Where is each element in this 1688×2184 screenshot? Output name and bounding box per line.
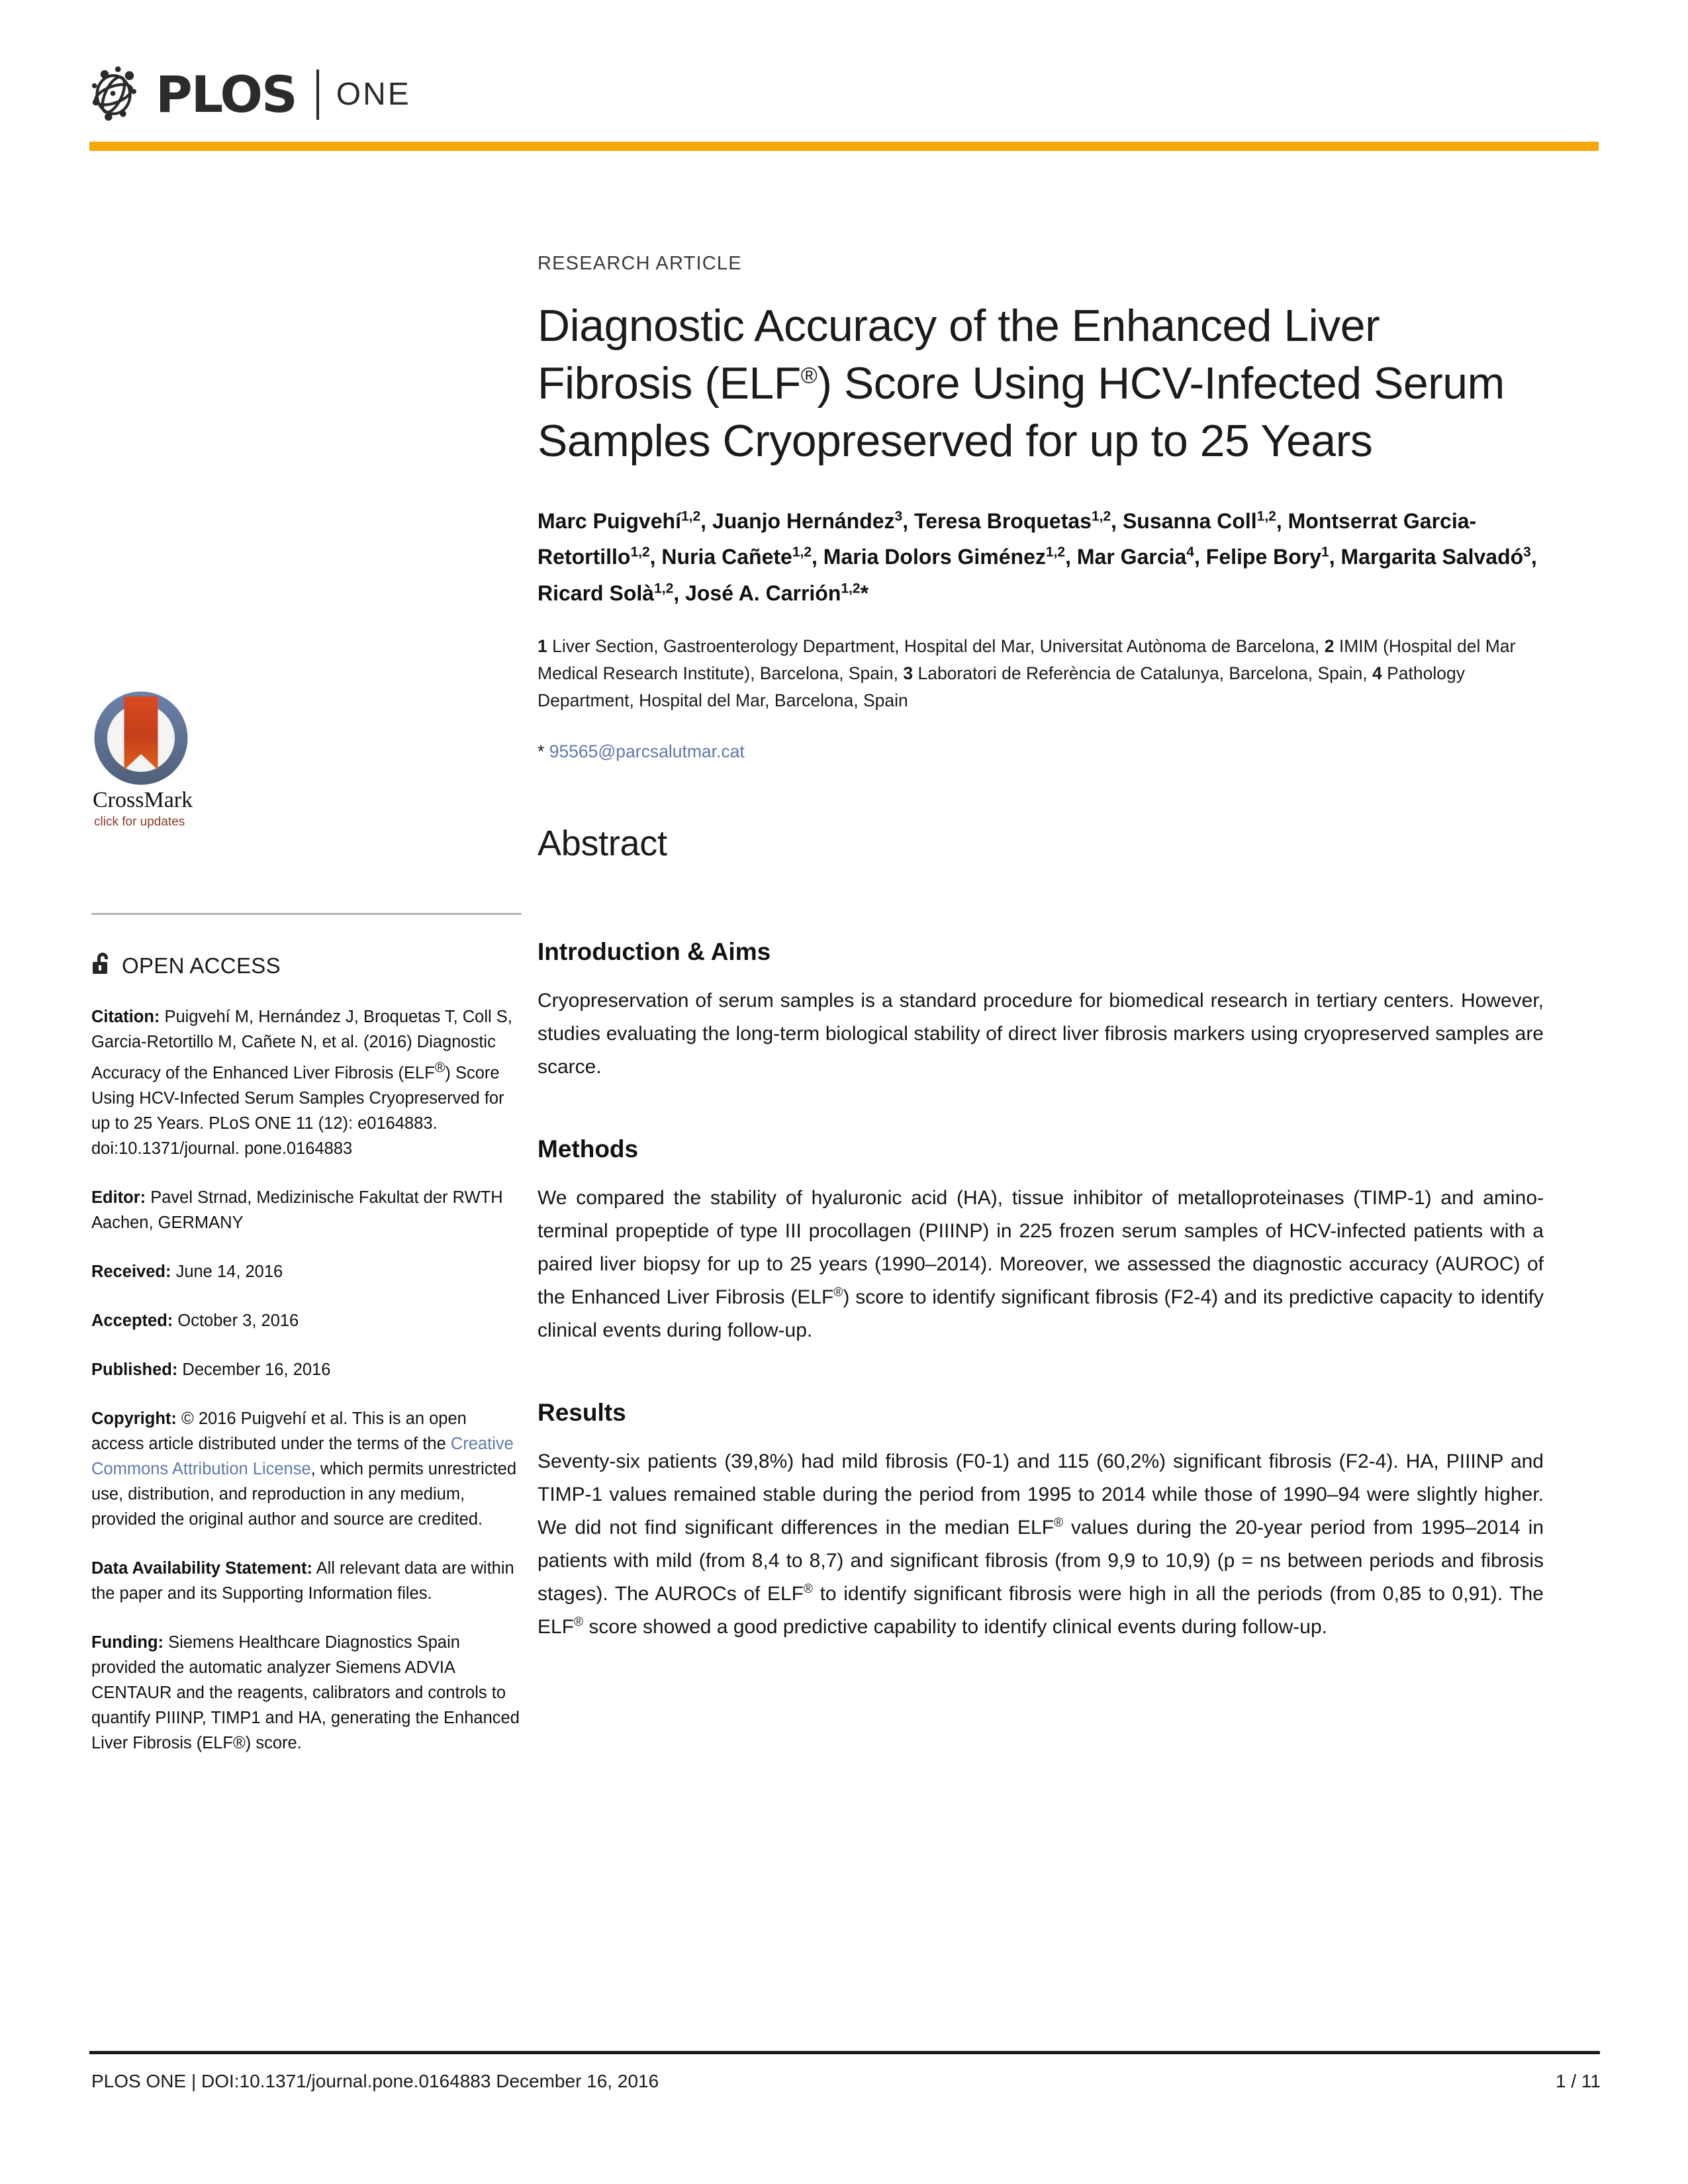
affiliations-rendered: 1 Liver Section, Gastroenterology Department, Hospital del Mar, Universitat Autònoma de Barcelona, 2 IMIM (Hospital del Mar Medical Research Institute), Barcelona, Spain, 3 Laboratori de Referència de Catalunya, Barcelona, Spain, 4 Pathology Department, Hospital del Mar, Barcelona, Spain	[538, 636, 1516, 710]
crossmark-badge[interactable]	[91, 688, 217, 828]
plos-atom-icon	[89, 63, 153, 126]
abstract-heading: Abstract	[538, 823, 667, 863]
crossmark-label: CrossMark	[93, 788, 193, 812]
accepted-date: October 3, 2016	[173, 1311, 299, 1330]
footer-page-number: 1 / 11	[1556, 2071, 1601, 2091]
footer-divider	[89, 2051, 1600, 2054]
affiliation-list	[538, 633, 1544, 714]
methods-rendered: We compared the stability of hyaluronic acid (HA), tissue inhibitor of metalloproteinases (TIMP-1) and amino-terminal propeptide of type III procollagen (PIIINP) in 225 frozen serum samples of HCV-infected patients with a paired liver biopsy for up to 25 years (1990–2014). Moreover, we assessed the diagnostic accuracy (AUROC) of the Enhanced Liver Fibrosis (ELF®) score to identify significant fibrosis (F2-4) and its predictive capacity to identify clinical events during follow-up.	[538, 1186, 1544, 1341]
data-availability-block	[91, 1556, 522, 1606]
accepted-label: Accepted:	[91, 1311, 173, 1330]
citation-block	[91, 1004, 522, 1161]
open-access-label: OPEN ACCESS	[122, 953, 281, 978]
results-rendered: Seventy-six patients (39,8%) had mild fibrosis (F0-1) and 115 (60,2%) significant fibrosis (F2-4). HA, PIIINP and TIMP-1 values remained stable during the period from 1995 to 2014 while those of 1990–94 were slightly higher. We did not find significant differences in the median ELF® values during the 20-year period from 1995–2014 in patients with mild (from 8,4 to 8,7) and significant fibrosis (from 9,9 to 10,9) (p = ns between periods and fibrosis stages). The AUROCs of ELF® to identify significant fibrosis were high in all the periods (from 0,85 to 0,91). The ELF® score showed a good predictive capability to identify clinical events during follow-up.	[538, 1450, 1544, 1638]
journal-name: ONE	[336, 77, 411, 112]
published-block	[91, 1357, 522, 1382]
accepted-block	[91, 1308, 522, 1333]
editor-text: Pavel Strnad, Medizinische Fakultat der RWTH Aachen, GERMANY	[91, 1188, 503, 1232]
creative-commons-link[interactable]: Creative Commons Attribution License	[91, 1434, 514, 1478]
received-label: Received:	[91, 1262, 171, 1281]
funding-label: Funding:	[91, 1633, 164, 1652]
intro-rendered: Cryopreservation of serum samples is a standard procedure for biomedical research in tertiary centers. However, studies evaluating the long-term biological stability of direct liver fibrosis markers using cryopreserved samples are scarce.	[538, 989, 1544, 1078]
plos-wordmark: PLOS	[156, 65, 297, 124]
open-access-badge	[91, 951, 522, 980]
title-part-2: ) Score Using HCV-Infected Serum Samples Cryopreserved for up to 25 Years	[538, 358, 1505, 466]
corresponding-author	[538, 738, 1544, 765]
data-availability-text: All relevant data are within the paper and its Supporting Information files.	[91, 1558, 514, 1603]
editor-block	[91, 1185, 522, 1235]
page-footer	[91, 2071, 1601, 2092]
citation-text: Puigvehí M, Hernández J, Broquetas T, Coll S, Garcia-Retortillo M, Cañete N, et al. (2016) Diagnostic Accuracy of the Enhanced Liver Fibrosis (ELF®) Score Using HCV-Infected Serum Samples Cryopreserved for up to 25 Years. PLoS ONE 11 (12): e0164883. doi:10.1371/journal. pone.0164883	[91, 1008, 512, 1158]
copyright-text-before: © 2016 Puigvehí et al. This is an open access article distributed under the terms of the	[91, 1409, 467, 1453]
published-date: December 16, 2016	[177, 1360, 331, 1379]
brand-accent-rule	[89, 142, 1599, 151]
editor-label: Editor:	[91, 1188, 146, 1207]
logo-divider	[316, 70, 319, 120]
abstract-section-text-introduction	[538, 984, 1544, 1084]
page-title	[538, 297, 1544, 470]
abstract-section-heading-results: Results	[538, 1398, 626, 1426]
funding-block	[91, 1630, 522, 1756]
corresponding-email-link[interactable]: 95565@parcsalutmar.cat	[549, 741, 745, 761]
article-type-kicker: RESEARCH ARTICLE	[538, 253, 742, 274]
title-part-1: Diagnostic Accuracy of the Enhanced Liver Fibrosis (ELF	[538, 301, 1380, 408]
published-label: Published:	[91, 1360, 178, 1379]
crossmark-icon	[91, 688, 217, 788]
authors-rendered: Marc Puigvehí$^{1,2}$, Juanjo Hernández$^3$, Teresa Broquetas$^{1,2}$, Susanna Coll$^{1,2}$, Montserrat Garcia-Retortillo$^{1,2}$, Nuria Cañete$^{1,2}$, Maria Dolors Giménez$^{1,2}$, Mar Garcia$^4$, Felipe Bory$^1$, Margarita Salvadó$^3$, Ricard Solà$^{1,2}$, José A. Carrión$^{1,2}$*	[538, 508, 1537, 605]
plos-logo[interactable]	[89, 58, 1599, 131]
open-lock-icon	[91, 951, 114, 980]
corresponding-marker: *	[538, 741, 545, 761]
abstract-section-text-methods	[538, 1182, 1544, 1347]
sidebar-divider	[91, 913, 522, 915]
copyright-label: Copyright:	[91, 1409, 177, 1428]
abstract-section-text-results	[538, 1445, 1544, 1644]
footer-citation: PLOS ONE | DOI:10.1371/journal.pone.0164883 December 16, 2016	[91, 2071, 659, 2091]
article-metadata-sidebar	[91, 688, 522, 1756]
data-availability-label: Data Availability Statement:	[91, 1558, 312, 1578]
abstract-section-heading-introduction: Introduction & Aims	[538, 937, 771, 965]
abstract-section-heading-methods: Methods	[538, 1135, 639, 1163]
received-block	[91, 1259, 522, 1284]
copyright-block	[91, 1406, 522, 1532]
copyright-text-after: , which permits unrestricted use, distribution, and reproduction in any medium, provided the original author and source are credited.	[91, 1459, 517, 1529]
article-main-column	[538, 253, 1544, 1644]
author-list	[538, 500, 1544, 609]
received-date: June 14, 2016	[171, 1262, 283, 1281]
crossmark-updates-label: click for updates	[94, 815, 185, 829]
title-registered-mark: ®	[800, 363, 818, 389]
citation-label: Citation:	[91, 1008, 160, 1026]
funding-text: Siemens Healthcare Diagnostics Spain provided the automatic analyzer Siemens ADVIA CENTAUR and the reagents, calibrators and controls to quantify PIIINP, TIMP1 and HA, generating the Enhanced Liver Fibrosis (ELF®) score.	[91, 1633, 520, 1752]
